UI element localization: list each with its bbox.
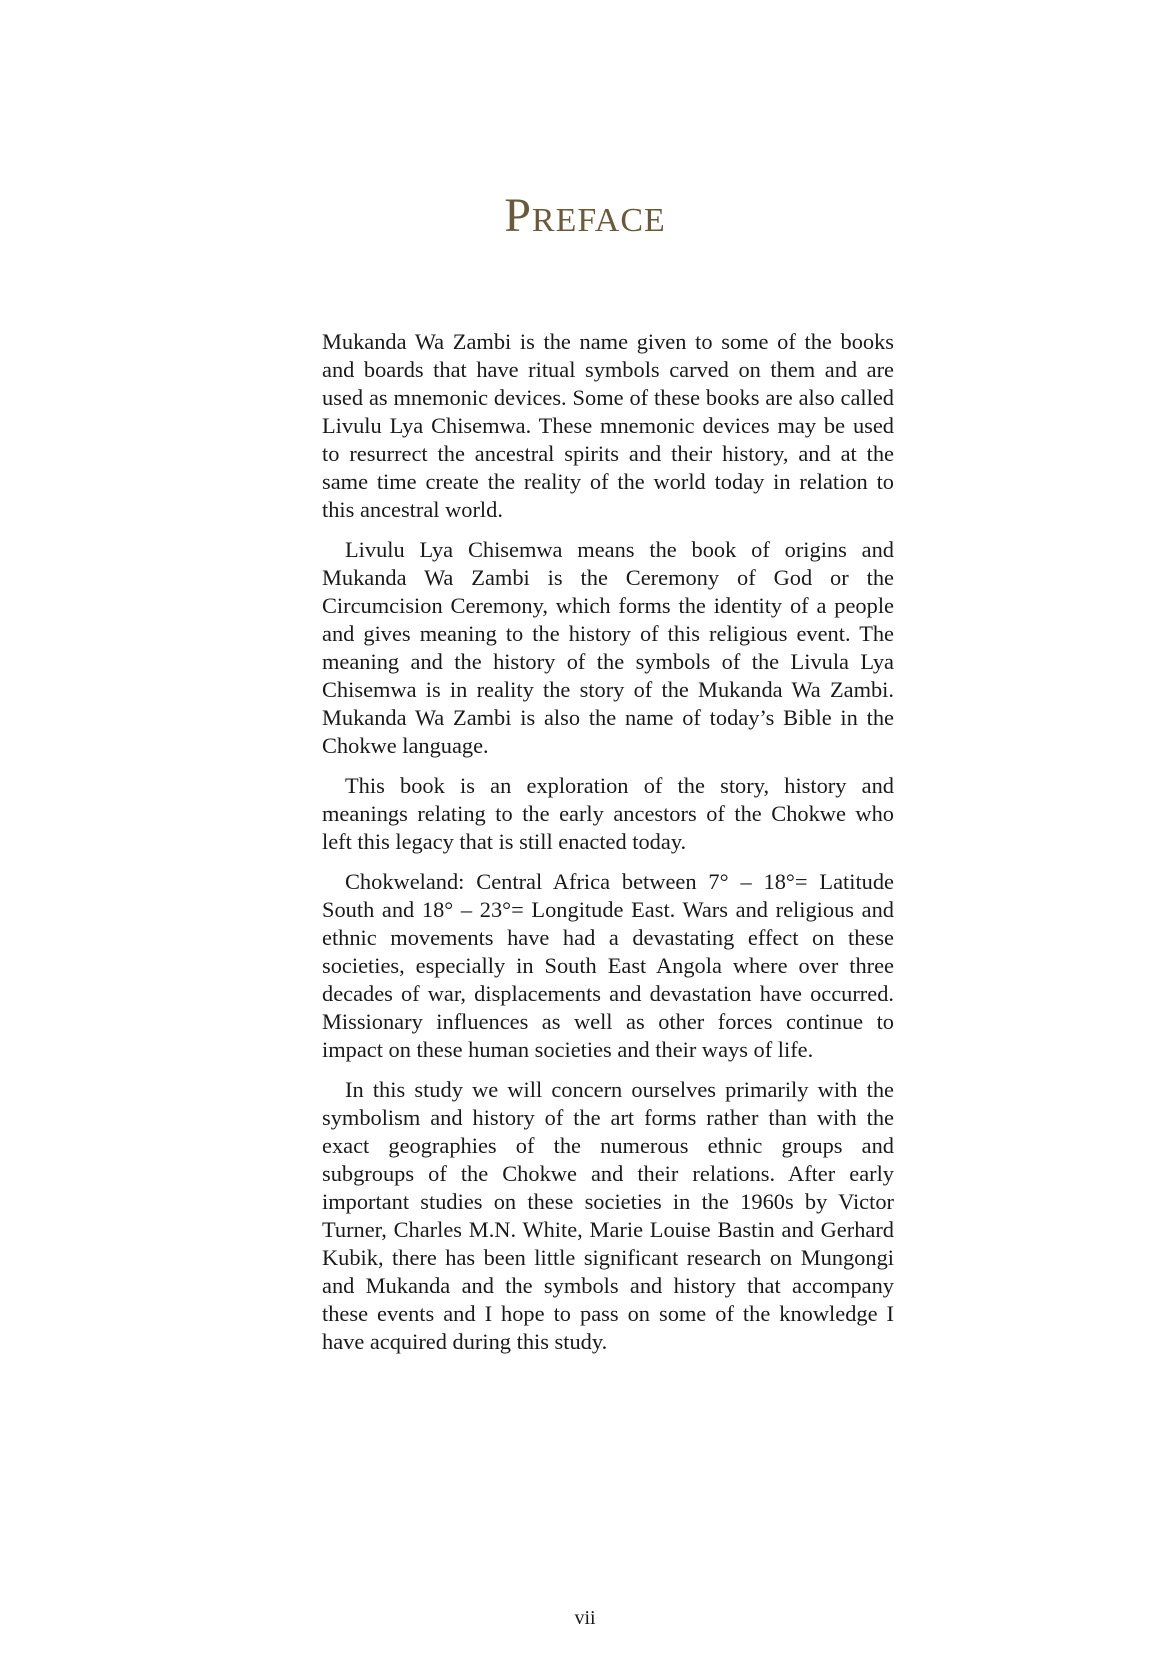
paragraph-1: Mukanda Wa Zambi is the name given to some of the books and boards that have ritual symbols carved on them and are used as mnemonic devices. Some of these books are also called Livulu Lya Chisemwa. These mnemonic devices may be used to resurrect the ancestral spirits and their history, and at the same time create the reality of the world today in relation to this ancestral world. <box>322 329 894 522</box>
paragraph-2: Livulu Lya Chisemwa means the book of origins and Mukanda Wa Zambi is the Ceremony of God or the Circumcision Ceremony, which forms the identity of a people and gives meaning to the history of this religious event. The meaning and the history of the symbols of the Livula Lya Chisemwa is in reality the story of the Mukanda Wa Zambi. Mukanda Wa Zambi is also the name of today’s Bible in the Chokwe language. <box>322 537 894 758</box>
paragraph-4: Chokweland: Central Africa between 7° – 18°= Latitude South and 18° – 23°= Longitude East. Wars and religious and ethnic movements have had a devastating effect on these societies, especially in South East Angola where over three decades of war, displacements and devastation have occurred. Missionary influences as well as other forces continue to impact on these human societies and their ways of life. <box>322 869 894 1062</box>
paragraph-3: This book is an exploration of the story, history and meanings relating to the early ancestors of the Chokwe who left this legacy that is still enacted today. <box>322 773 894 854</box>
page-number: vii <box>574 1607 596 1629</box>
paragraph-5: In this study we will concern ourselves primarily with the symbolism and history of the art forms rather than with the exact geographies of the numerous ethnic groups and subgroups of the Chokwe and their relations. After early important studies on these societies in the 1960s by Victor Turner, Charles M.N. White, Marie Louise Bastin and Gerhard Kubik, there has been little significant research on Mungongi and Mukanda and the symbols and history that accompany these events and I hope to pass on some of the knowledge I have acquired during this study. <box>322 1077 894 1354</box>
body-text <box>322 328 894 1368</box>
page-title: Preface <box>504 189 666 242</box>
